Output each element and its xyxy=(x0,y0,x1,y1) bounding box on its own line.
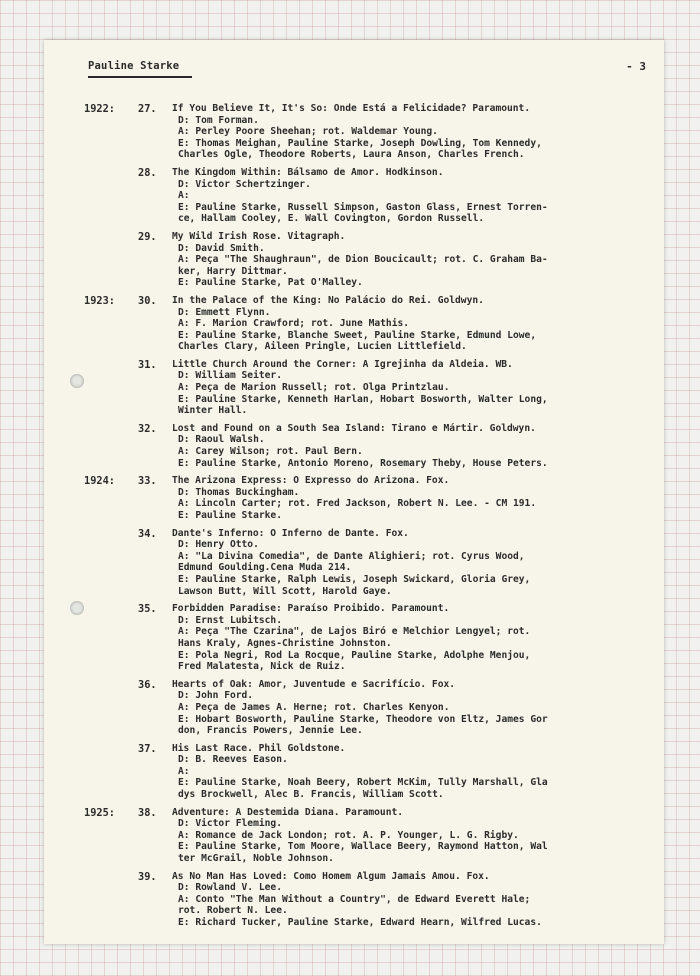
film-credit: D: Henry Otto. xyxy=(178,539,259,551)
film-credit: A: Peça "The Shaughraun", de Dion Boucicault; rot. C. Graham Ba- ker, Harry Dittmar. xyxy=(178,254,548,277)
film-credit: A: xyxy=(178,765,190,777)
film-title: Forbidden Paradise: Paraíso Proibido. Paramount. xyxy=(172,603,450,615)
film-title: If You Believe It, It's So: Onde Está a Felicidade? Paramount. xyxy=(172,103,531,114)
film-credit: E: Pauline Starke, Antonio Moreno, Rosemary Theby, House Peters. xyxy=(178,457,548,469)
film-entry xyxy=(84,603,658,673)
film-credit: D: B. Reeves Eason. xyxy=(178,754,288,766)
film-title: My Wild Irish Rose. Vitagraph. xyxy=(172,230,346,242)
film-credit: A: Peça de James A. Herne; rot. Charles Kenyon. xyxy=(178,701,450,713)
film-entry xyxy=(84,528,658,598)
entry-number: 38. xyxy=(138,806,157,819)
film-credit: D: Raoul Walsh. xyxy=(178,434,265,446)
film-credit: D: Rowland V. Lee. xyxy=(178,882,282,894)
film-title: Adventure: A Destemida Diana. Paramount. xyxy=(172,806,404,818)
film-title: The Kingdom Within: Bálsamo de Amor. Hodkinson. xyxy=(172,166,444,178)
header-underline xyxy=(88,76,192,78)
film-title: Hearts of Oak: Amor, Juventude e Sacrifício. Fox. xyxy=(172,678,456,690)
film-title: His Last Race. Phil Goldstone. xyxy=(172,742,346,754)
film-credit: D: Victor Fleming. xyxy=(178,818,282,830)
filmography-list xyxy=(84,103,658,935)
film-credit: D: Emmett Flynn. xyxy=(178,306,271,318)
film-entry xyxy=(84,743,658,801)
film-credit: D: John Ford. xyxy=(178,690,254,702)
film-credit: D: William Seiter. xyxy=(178,370,282,382)
film-credit: A: Carey Wilson; rot. Paul Bern. xyxy=(178,446,363,458)
film-credit: E: Pauline Starke, Kenneth Harlan, Hobart Bosworth, Walter Long, Winter Hall. xyxy=(178,393,548,417)
entry-number: 36. xyxy=(138,678,157,691)
film-credit: A: Romance de Jack London; rot. A. P. Younger, L. G. Rigby. xyxy=(178,829,519,841)
film-credit: E: Pola Negri, Rod La Rocque, Pauline Starke, Adolphe Menjou, Fred Malatesta, Nick de Ruiz. xyxy=(178,649,531,673)
entry-number: 30. xyxy=(138,294,157,307)
film-credit: A: Lincoln Carter; rot. Fred Jackson, Robert N. Lee. - CM 191. xyxy=(178,498,537,510)
film-entry xyxy=(84,871,658,929)
film-entry xyxy=(84,679,658,737)
film-title: The Arizona Express: O Expresso do Arizona. Fox. xyxy=(172,475,450,487)
film-title: As No Man Has Loved: Como Homem Algum Jamais Amou. Fox. xyxy=(172,870,490,882)
film-entry xyxy=(84,807,658,865)
film-credit: E: Thomas Meighan, Pauline Starke, Joseph Dowling, Tom Kennedy, Charles Ogle, Theodore Roberts, Laura Anson, Charles French. xyxy=(178,137,542,161)
document-page xyxy=(44,40,664,944)
entry-number: 31. xyxy=(138,358,157,371)
entry-number: 37. xyxy=(138,742,157,755)
entry-number: 34. xyxy=(138,527,157,540)
film-credit: A: xyxy=(178,190,190,202)
film-credit: E: Hobart Bosworth, Pauline Starke, Theodore von Eltz, James Gor don, Francis Powers, Jennie Lee. xyxy=(178,713,548,737)
entry-number: 35. xyxy=(138,603,157,616)
entry-year: 1922: xyxy=(84,103,115,115)
film-credit: E: Pauline Starke. xyxy=(178,510,282,521)
entry-year: 1924: xyxy=(84,475,115,488)
film-credit: E: Pauline Starke, Pat O'Malley. xyxy=(178,277,363,289)
page-header xyxy=(88,60,646,80)
film-credit: A: Peça "The Czarina", de Lajos Biró e Melchior Lengyel; rot. Hans Kraly, Agnes-Christine Johnston. xyxy=(178,626,531,649)
page-number: - 3 xyxy=(626,60,646,73)
punch-hole xyxy=(70,374,84,388)
film-credit: A: "La Divina Comedia", de Dante Alighieri; rot. Cyrus Wood, Edmund Goulding.Cena Muda 214. xyxy=(178,550,525,574)
entry-year: 1923: xyxy=(84,294,115,307)
film-credit: A: Conto "The Man Without a Country", de Edward Everett Hale; rot. Robert N. Lee. xyxy=(178,893,531,917)
film-title: Little Church Around the Corner: A Igrejinha da Aldeia. WB. xyxy=(172,358,513,370)
film-credit: E: Pauline Starke, Russell Simpson, Gaston Glass, Ernest Torren- ce, Hallam Cooley, E. Wall Covington, Gordon Russell. xyxy=(178,201,548,225)
film-credit: D: Tom Forman. xyxy=(178,114,259,126)
film-title: In the Palace of the King: No Palácio do Rei. Goldwyn. xyxy=(172,294,484,306)
film-title: Lost and Found on a South Sea Island: Tirano e Mártir. Goldwyn. xyxy=(172,422,536,434)
punch-hole xyxy=(70,601,84,615)
film-credit: A: Peça de Marion Russell; rot. Olga Printzlau. xyxy=(178,382,450,394)
film-credit: D: David Smith. xyxy=(178,242,265,254)
entry-number: 33. xyxy=(138,475,157,488)
film-credit: E: Pauline Starke, Noah Beery, Robert McKim, Tully Marshall, Gla dys Brockwell, Alec B. Francis, William Scott. xyxy=(178,777,548,801)
film-credit: A: Perley Poore Sheehan; rot. Waldemar Young. xyxy=(178,126,438,138)
film-credit: A: F. Marion Crawford; rot. June Mathis. xyxy=(178,318,410,330)
film-credit: E: Pauline Starke, Blanche Sweet, Pauline Starke, Edmund Lowe, Charles Clary, Aileen Pringle, Lucien Littlefield. xyxy=(178,329,537,353)
film-entry xyxy=(84,167,658,225)
film-entry xyxy=(84,359,658,417)
film-credit: D: Victor Schertzinger. xyxy=(178,178,311,190)
film-entry xyxy=(84,231,658,289)
film-entry xyxy=(84,423,658,469)
entry-number: 29. xyxy=(138,230,157,243)
film-entry xyxy=(84,295,658,353)
entry-number: 32. xyxy=(138,422,157,435)
entry-number: 28. xyxy=(138,166,157,179)
film-entry xyxy=(84,475,658,521)
film-credit: E: Pauline Starke, Ralph Lewis, Joseph Swickard, Gloria Grey, Lawson Butt, Will Scott, Harold Gaye. xyxy=(178,573,531,597)
film-credit: D: Ernst Lubitsch. xyxy=(178,614,282,626)
entry-number: 27. xyxy=(138,103,157,115)
film-title: Dante's Inferno: O Inferno de Dante. Fox. xyxy=(172,527,409,539)
header-name: Pauline Starke xyxy=(88,60,180,72)
film-credit: E: Richard Tucker, Pauline Starke, Edward Hearn, Wilfred Lucas. xyxy=(178,917,542,928)
film-credit: E: Pauline Starke, Tom Moore, Wallace Beery, Raymond Hatton, Wal ter McGrail, Noble Johnson. xyxy=(178,841,548,865)
entry-number: 39. xyxy=(138,870,157,883)
entry-year: 1925: xyxy=(84,806,115,819)
film-credit: D: Thomas Buckingham. xyxy=(178,486,300,498)
film-entry xyxy=(84,103,658,161)
